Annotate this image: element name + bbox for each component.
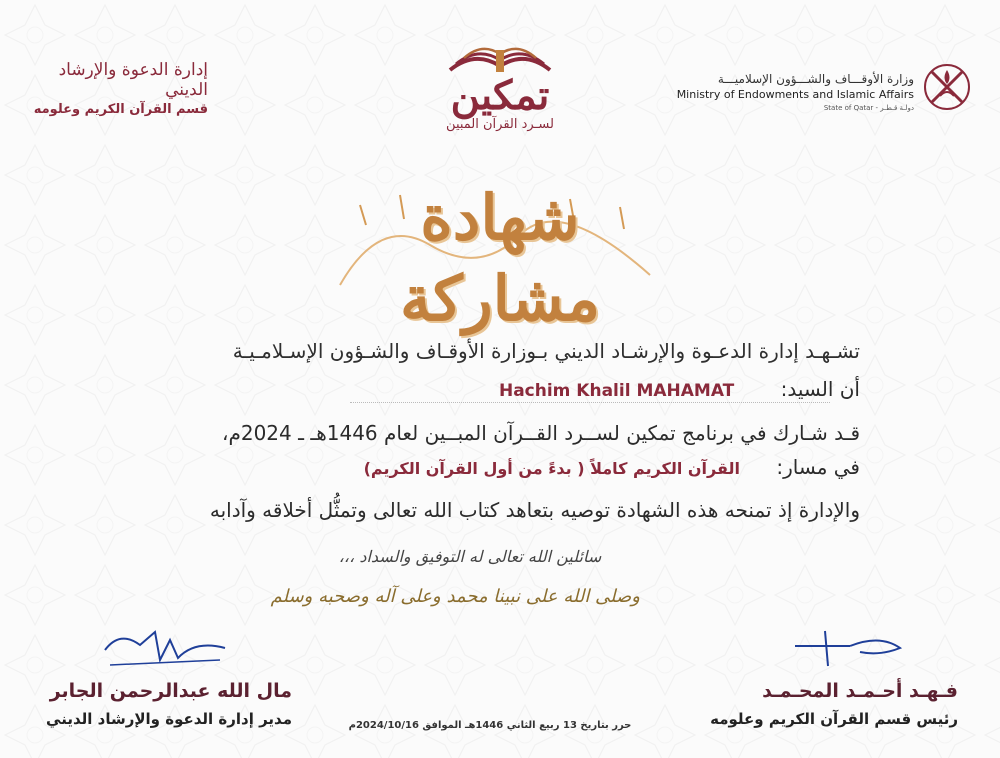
right-signature (790, 626, 910, 671)
participant-name: Hachim Khalil MAHAMAT (498, 381, 735, 401)
path-line (140, 455, 860, 479)
left-signature (100, 620, 230, 675)
program-line: قـد شـارك في برنامج تمكين لســرد القــرآن المبــين لعام 1446هـ ـ 2024م، (222, 421, 860, 445)
right-signatory-name: فـهـد أحـمـد المحـمـد (762, 680, 958, 702)
ministry-logo (676, 62, 972, 122)
path-label: في مسار: (776, 455, 860, 479)
mr-label: أن السيد: (780, 377, 860, 401)
recommendation-text: والإدارة إذ تمنحه هذه الشهادة توصيه بتعاهد كتاب الله تعالى وتمثُّل أخلاقه وآدابه (209, 498, 860, 522)
dawah-department-logo (28, 60, 208, 117)
tamkeen-brand-text: تمكين (450, 72, 550, 119)
salutation-text: وصلى الله على نبينا محمد وعلى آله وصحبه وسلم (270, 586, 640, 607)
right-signatory (698, 680, 958, 728)
tamkeen-logo (420, 36, 580, 132)
ministry-name-english: Ministry of Endowments and Islamic Affairs (676, 88, 914, 101)
dawah-department-name: إدارة الدعوة والإرشاد الديني (58, 60, 208, 100)
right-signatory-role: رئيس قسم القرآن الكريم وعلومه (710, 710, 958, 728)
left-signatory-role: مدير إدارة الدعوة والإرشاد الديني (46, 710, 292, 728)
tamkeen-subtitle: لسـرد القرآن المبين (446, 117, 554, 132)
prayer-text: سائلين الله تعالى له التوفيق والسداد ،،، (338, 547, 602, 566)
left-signatory-name: مال الله عبدالرحمن الجابر (49, 680, 292, 702)
ministry-name-arabic: وزارة الأوقـــاف والشـــؤون الإسلاميـــة (717, 72, 914, 86)
participant-line (140, 377, 860, 401)
certificate-title: شهادة مشاركة (399, 181, 601, 335)
name-underline (350, 402, 830, 403)
qatar-emblem-icon (922, 62, 972, 112)
issue-date: حرر بتاريخ 13 ربيع الثاني 1446هـ الموافق 2024/10/16م (348, 720, 632, 731)
state-of-qatar-label: State of Qatar - دولـة قـطـر (823, 104, 914, 112)
certificate-intro: تشـهـد إدارة الدعـوة والإرشـاد الديني بـوزارة الأوقـاف والشـؤون الإسـلامـيـة (232, 339, 860, 363)
path-value: القرآن الكريم كاملاً ( بدءً من أول القرآن الكريم) (363, 459, 740, 478)
left-signatory (42, 680, 292, 728)
quran-section-name: قسم القرآن الكريم وعلومه (33, 102, 208, 117)
